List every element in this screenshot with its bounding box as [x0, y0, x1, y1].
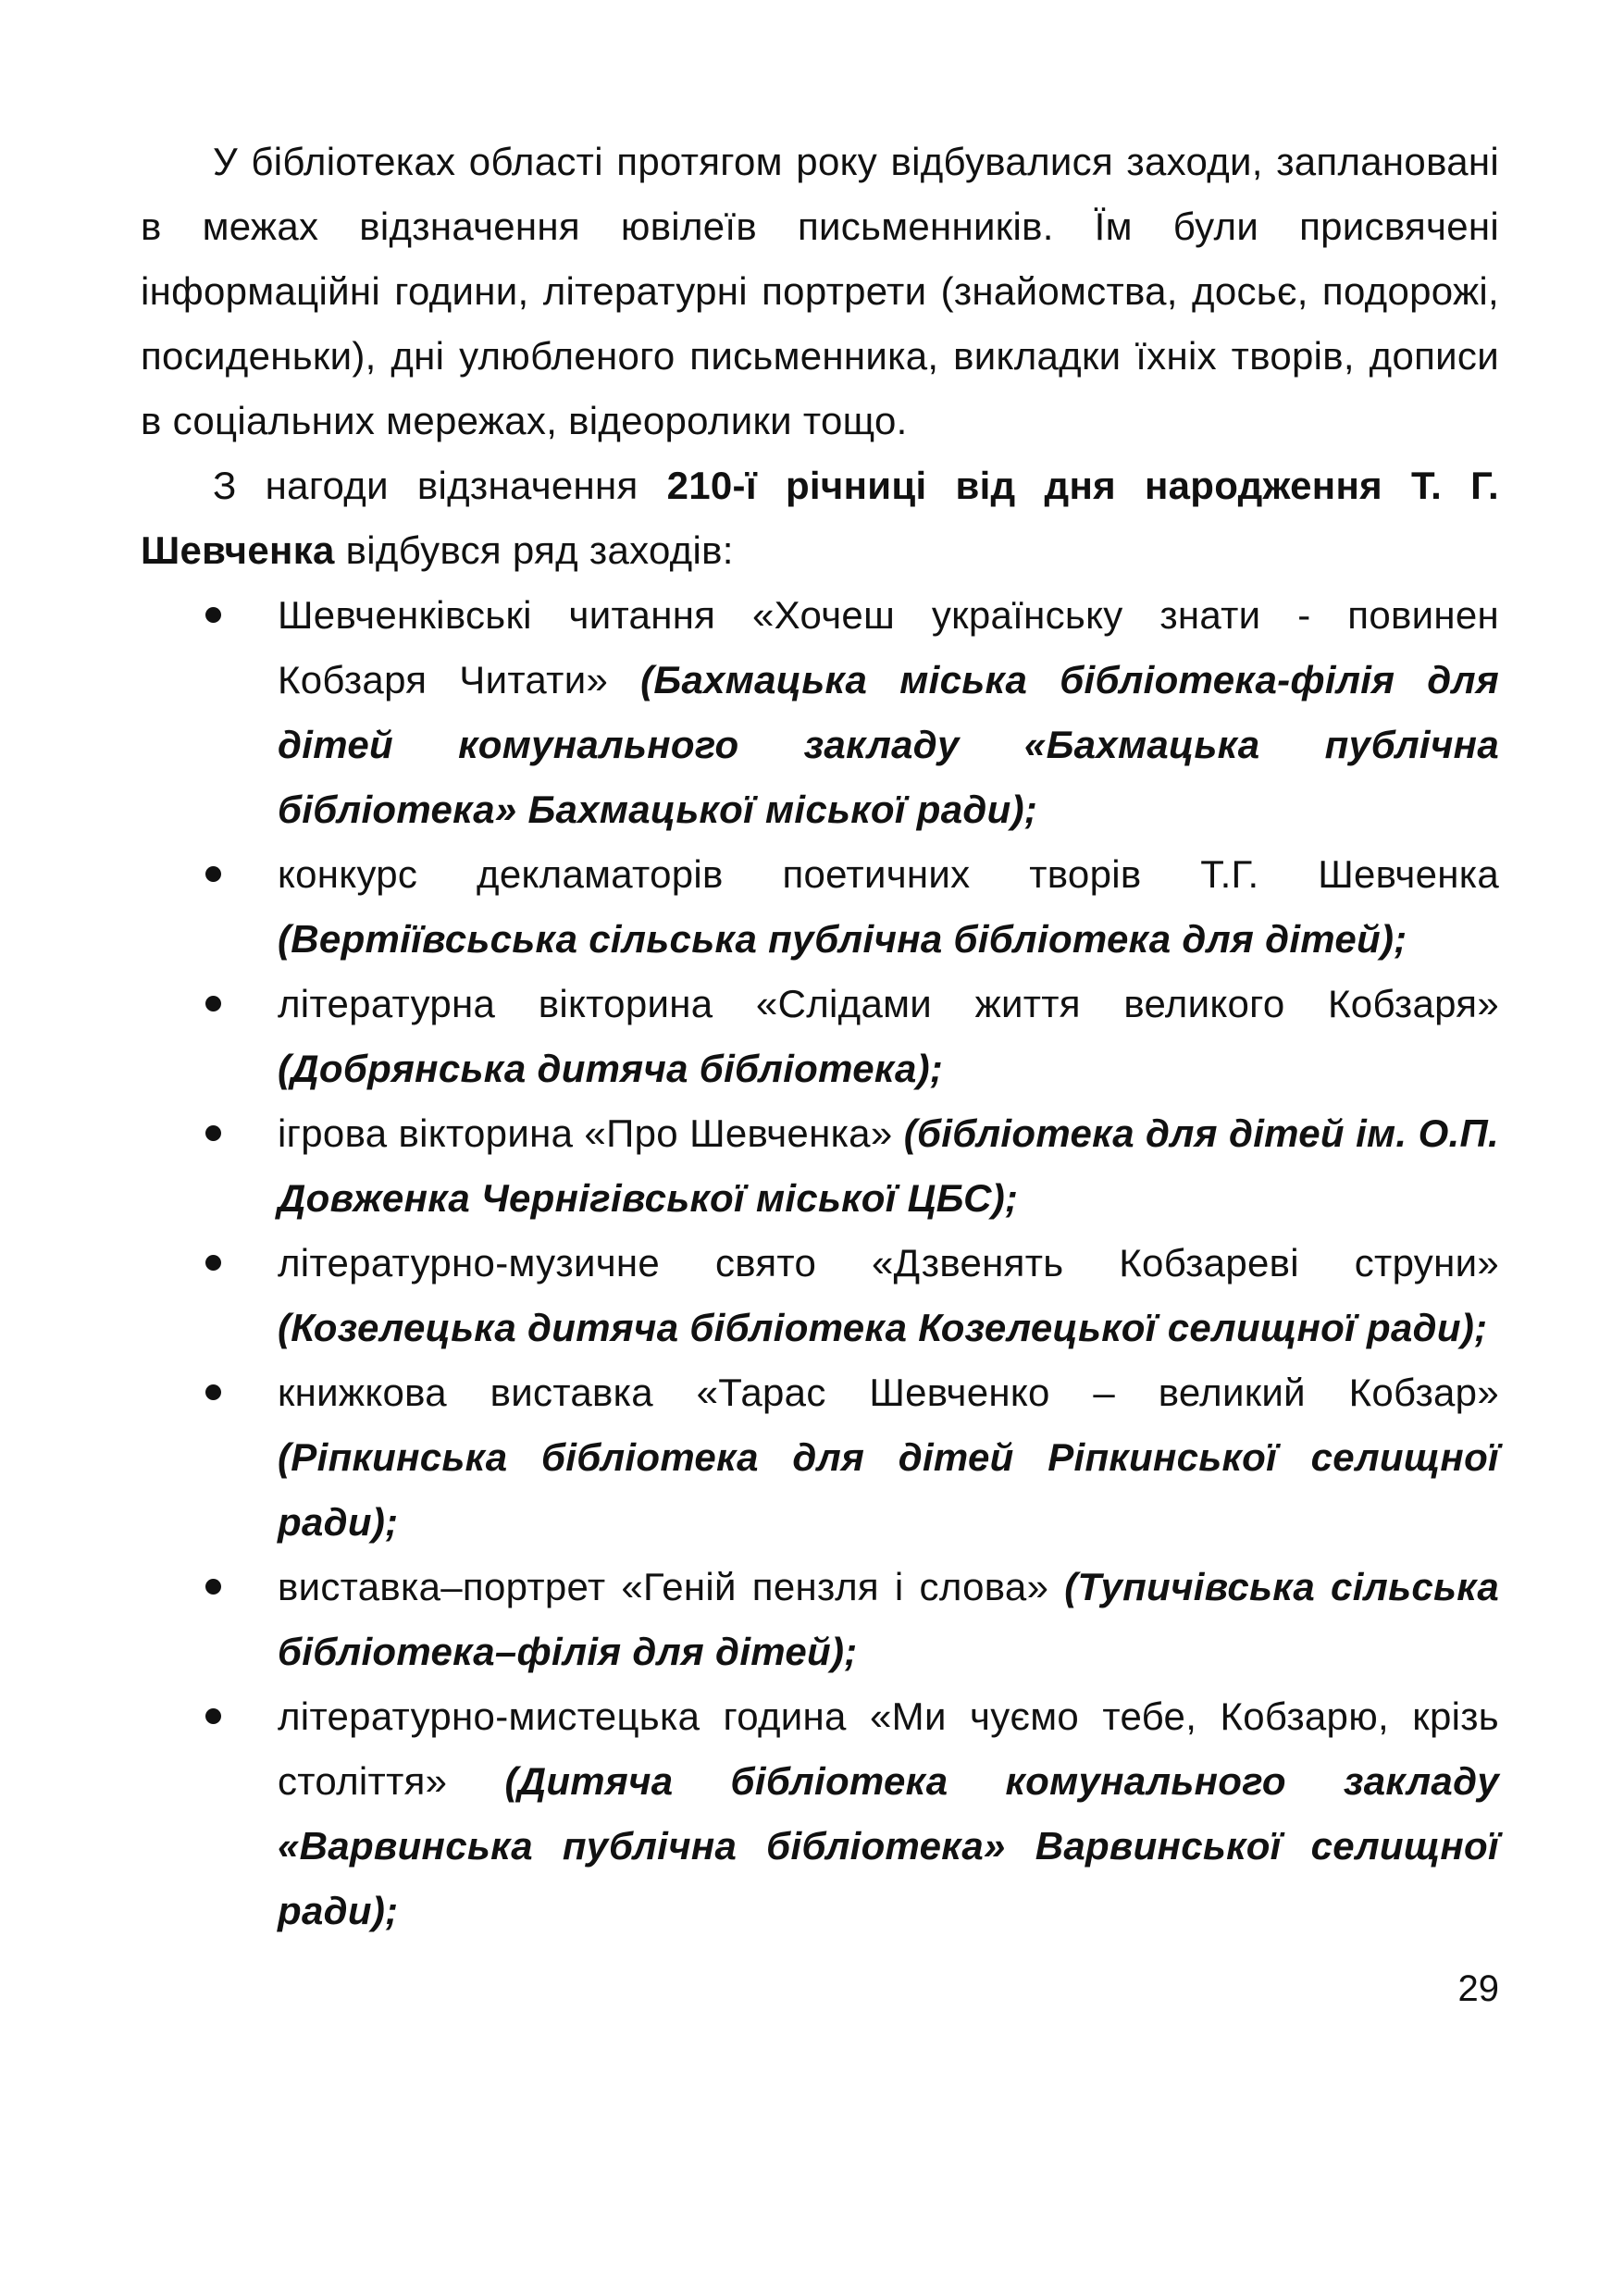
list-item	[141, 1101, 1499, 1231]
event-title: літературна вікторина «Слідами життя великого Кобзаря»	[278, 982, 1499, 1025]
event-source: (Ріпкинська бібліотека для дітей Ріпкинської селищної ради);	[278, 1435, 1499, 1544]
event-title: книжкова виставка «Тарас Шевченко – великий Кобзар»	[278, 1371, 1499, 1414]
intro-paragraph	[141, 130, 1499, 453]
bullet-icon	[205, 1384, 221, 1400]
event-source: (Вертіївсьська сільська публічна бібліотека для дітей);	[278, 917, 1407, 961]
event-source: (Добрянська дитяча бібліотека);	[278, 1047, 944, 1090]
bullet-icon	[205, 996, 221, 1011]
event-title: літературно-музичне свято «Дзвенять Кобзареві струни»	[278, 1241, 1499, 1285]
list-item	[141, 1360, 1499, 1555]
event-title: літературно-мистецька година «Ми чуємо тебе, Кобзарю, крізь століття»	[278, 1694, 1499, 1803]
events-list	[141, 583, 1499, 1943]
event-title: виставка–портрет «Геній пензля і слова»	[278, 1565, 1065, 1608]
bullet-icon	[205, 1708, 221, 1724]
list-item	[141, 1684, 1499, 1943]
list-item	[141, 842, 1499, 972]
event-title: ігрова вікторина «Про Шевченка»	[278, 1111, 904, 1155]
list-item	[141, 1231, 1499, 1360]
occasion-suffix: відбувся ряд заходів:	[334, 528, 734, 572]
event-source: (Тупичівська сільська бібліотека–філія для дітей);	[278, 1565, 1499, 1673]
bullet-icon	[205, 1255, 221, 1271]
occasion-anniversary: 210-ї річниці від дня народження Т. Г. Шевченка	[141, 464, 1499, 572]
event-source: (Бахмацька міська бібліотека-філія для дітей комунального закладу «Бахмацька публічна бібліотека» Бахмацької міської ради);	[278, 658, 1499, 831]
list-item	[141, 583, 1499, 842]
bullet-icon	[205, 1125, 221, 1141]
event-title: конкурс декламаторів поетичних творів Т.Г. Шевченка	[278, 852, 1499, 896]
intro-text: У бібліотеках області протягом року відбувалися заходи, заплановані в межах відзначення ювілеїв письменників. Їм були присвячені інформаційні години, літературні портрети (знайомства, досьє, подорожі, посиденьки), дні улюбленого письменника, викладки їхніх творів, дописи в соціальних мережах, відеоролики тощо.	[141, 140, 1499, 442]
event-title: Шевченківські читання «Хочеш українську знати - повинен Кобзаря Читати»	[278, 593, 1499, 701]
list-item	[141, 1555, 1499, 1684]
page-number: 29	[1457, 1968, 1499, 2009]
list-item	[141, 972, 1499, 1101]
document-page	[141, 130, 1499, 1943]
occasion-paragraph	[141, 453, 1499, 583]
bullet-icon	[205, 866, 221, 882]
event-source: (бібліотека для дітей ім. О.П. Довженка Чернігівської міської ЦБС);	[278, 1111, 1499, 1220]
bullet-icon	[205, 1579, 221, 1595]
occasion-prefix: З нагоди відзначення	[213, 464, 667, 507]
event-source: (Козелецька дитяча бібліотека Козелецької селищної ради);	[278, 1306, 1488, 1349]
bullet-icon	[205, 607, 221, 623]
event-source: (Дитяча бібліотека комунального закладу «Варвинська публічна бібліотека» Варвинської селищної ради);	[278, 1759, 1500, 1932]
